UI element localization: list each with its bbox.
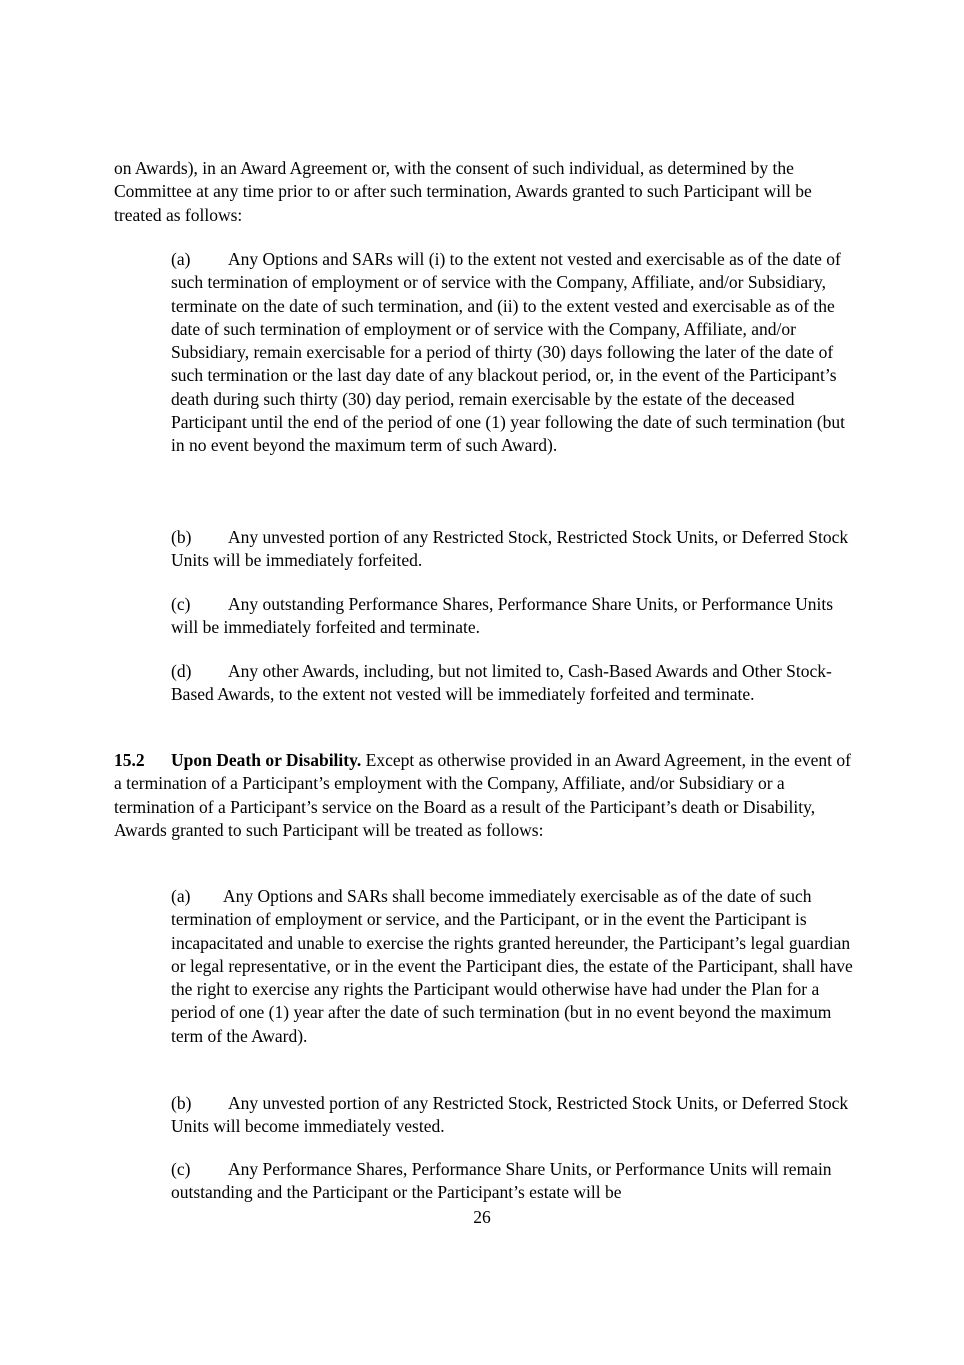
section-15-1-item-c xyxy=(171,593,861,640)
item-text: Any Options and SARs will (i) to the extent not vested and exercisable as of the date of such termination of employment or of service with the Company, Affiliate, and/or Subsidiary, terminate on the date of such termination, and (ii) to the extent vested and exercisable as of the date of such termination of employment or of service with the Company, Affiliate, and/or Subsidiary, remain exercisable for a period of thirty (30) days following the later of the date of such termination or the last day date of any blackout period, or, in the event of the Participant’s death during such thirty (30) day period, remain exercisable by the estate of the deceased Participant until the end of the period of one (1) year following the date of such termination (but in no event beyond the maximum term of such Award). xyxy=(171,249,846,456)
page-number: 26 xyxy=(473,1207,491,1227)
item-label: (a) xyxy=(171,249,191,269)
item-text: Any outstanding Performance Shares, Performance Share Units, or Performance Units will be immediately forfeited and terminate. xyxy=(171,594,834,638)
intro-paragraph xyxy=(114,157,854,227)
item-label: (d) xyxy=(171,661,192,681)
section-15-2-paragraph xyxy=(114,749,854,842)
section-text: Except as otherwise provided in an Award Agreement, in the event of a termination of a Participant’s employment with the Company, Affiliate, and/or Subsidiary or a termination of a Participant’s service on the Board as a result of the Participant’s death or Disability, Awards granted to such Participant will be treated as follows: xyxy=(114,750,851,840)
section-15-1-item-b xyxy=(171,526,861,573)
item-text: Any unvested portion of any Restricted Stock, Restricted Stock Units, or Deferred Stock Units will be immediately forfeited. xyxy=(171,527,849,571)
section-title: Upon Death or Disability. xyxy=(171,750,362,770)
section-15-2-item-c xyxy=(171,1158,861,1205)
item-label: (c) xyxy=(171,1159,191,1179)
section-15-1-item-a xyxy=(171,248,861,458)
item-text: Any Performance Shares, Performance Share Units, or Performance Units will remain outstanding and the Participant or the Participant’s estate will be xyxy=(171,1159,832,1203)
section-15-2-item-b xyxy=(171,1092,861,1139)
intro-text: on Awards), in an Award Agreement or, with the consent of such individual, as determined by the Committee at any time prior to or after such termination, Awards granted to such Participant will be treated as follows: xyxy=(114,158,812,225)
item-text: Any Options and SARs shall become immediately exercisable as of the date of such termination of employment or service, and the Participant, or in the event the Participant is incapacitated and unable to exercise the rights granted hereunder, the Participant’s legal guardian or legal representative, or in the event the Participant dies, the estate of the Participant, shall have the right to exercise any rights the Participant would otherwise have had under the Plan for a period of one (1) year after the date of such termination (but in no event beyond the maximum term of the Award). xyxy=(171,886,853,1046)
item-label: (b) xyxy=(171,527,192,547)
section-number: 15.2 xyxy=(114,750,145,770)
item-label: (c) xyxy=(171,594,191,614)
section-15-1-item-d xyxy=(171,660,861,707)
section-15-2-item-a xyxy=(171,885,861,1048)
item-label: (b) xyxy=(171,1093,192,1113)
item-label: (a) xyxy=(171,886,191,906)
item-text: Any other Awards, including, but not limited to, Cash-Based Awards and Other Stock-Based Awards, to the extent not vested will be immediately forfeited and terminate. xyxy=(171,661,832,705)
item-text: Any unvested portion of any Restricted Stock, Restricted Stock Units, or Deferred Stock Units will become immediately vested. xyxy=(171,1093,849,1137)
